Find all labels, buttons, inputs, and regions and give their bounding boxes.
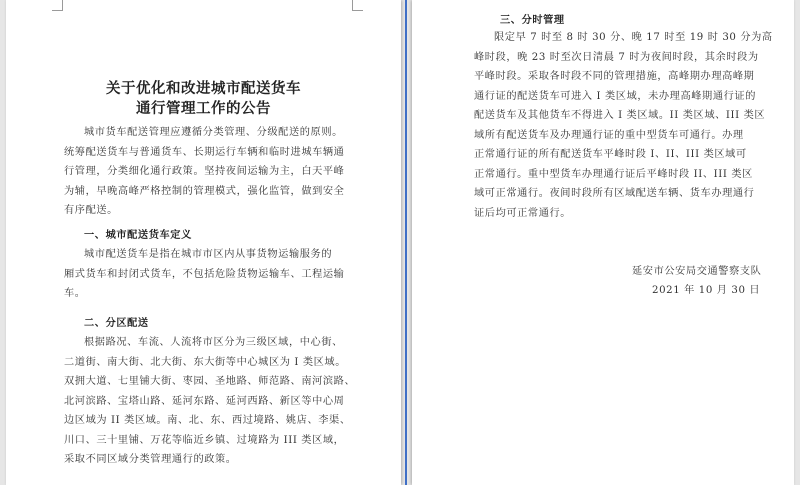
section-3-line: 通行证的配送货车可进入 I 类区域，未办理高峰期通行证的 — [474, 90, 756, 102]
intro-line: 城市货车配送管理应遵循分类管理、分级配送的原则。 — [84, 127, 343, 138]
crop-mark-top-left — [52, 0, 63, 11]
section-2-line: 双拥大道、七里铺大街、枣园、圣地路、师范路、南河滨路、 — [64, 376, 356, 387]
section-3-line: 正常通行证的所有配送货车平峰时段 I、II、III 类区域可 — [474, 149, 747, 160]
section-3-line: 证后均可正常通行。 — [474, 207, 572, 219]
crop-mark-top-right — [352, 0, 363, 11]
intro-line: 为辅，早晚高峰严格控制的管理模式，强化监管，做到安全 — [64, 185, 345, 197]
section-2-line: 采取不同区域分类管理通行的政策。 — [64, 454, 237, 465]
document-page-2[interactable] — [412, 0, 794, 485]
section-3-line: 域所有配送货车及办理通行证的重中型货车可通行。办理 — [474, 129, 744, 141]
page-split-bar[interactable] — [405, 0, 407, 485]
section-2-line: 川口、三十里铺、万花等临近乡镇、过境路为 III 类区域， — [64, 434, 345, 446]
section-3-line: 峰时段，晚 23 时至次日清晨 7 时为夜间时段，其余时段为 — [474, 51, 759, 63]
intro-line: 统筹配送货车与普通货车、长期运行车辆和临时进城车辆通 — [64, 146, 345, 158]
signature-issuer: 延安市公安局交通警察支队 — [632, 266, 762, 277]
section-1-line: 车。 — [64, 288, 86, 299]
intro-line: 行管理，分类细化通行政策。坚持夜间运输为主，白天平峰 — [64, 166, 345, 177]
signature-date: 2021 年 10 月 30 日 — [652, 285, 761, 296]
document-page-1[interactable] — [6, 0, 401, 485]
section-2-line: 二道街、南大街、北大街、东大街等中心城区为 I 类区域。 — [64, 356, 346, 368]
section-3-paragraph — [474, 28, 773, 223]
section-1-heading: 一、城市配送货车定义 — [84, 229, 192, 241]
document-title-line-2: 通行管理工作的公告 — [136, 100, 271, 117]
section-3-heading: 三、分时管理 — [500, 14, 565, 26]
section-3-line: 配送货车及其他货车不得进入 I 类区域。II 类区域、III 类区 — [474, 110, 766, 121]
section-2-heading: 二、分区配送 — [84, 317, 149, 329]
section-2-line: 北河滨路、宝塔山路、延河东路、延河西路、新区等中心周 — [64, 395, 345, 407]
section-1-line: 城市配送货车是指在城市市区内从事货物运输服务的 — [84, 249, 333, 260]
document-title-line-1: 关于优化和改进城市配送货车 — [106, 80, 301, 97]
section-2-paragraph — [64, 333, 355, 470]
section-1-line: 厢式货车和封闭式货车，不包括危险货物运输车、工程运输 — [64, 268, 345, 280]
section-2-line: 边区域为 II 类区域。南、北、东、西过境路、姚店、李渠、 — [64, 415, 351, 426]
section-3-line: 平峰时段。采取各时段不同的管理措施，高峰期办理高峰期 — [474, 71, 755, 82]
section-2-line: 根据路况、车流、人流将市区分为三级区域，中心街、 — [84, 337, 343, 348]
intro-paragraph — [64, 123, 344, 221]
section-3-line: 正常通行。重中型货车办理通行证后平峰时段 II、III 类区 — [474, 168, 753, 180]
section-1-paragraph — [64, 245, 344, 304]
section-3-line: 域可正常通行。夜间时段所有区域配送车辆、货车办理通行 — [474, 188, 755, 199]
intro-line: 有序配送。 — [64, 205, 118, 216]
section-3-line: 限定早 7 时至 8 时 30 分、晚 17 时至 19 时 30 分为高 — [494, 32, 773, 43]
